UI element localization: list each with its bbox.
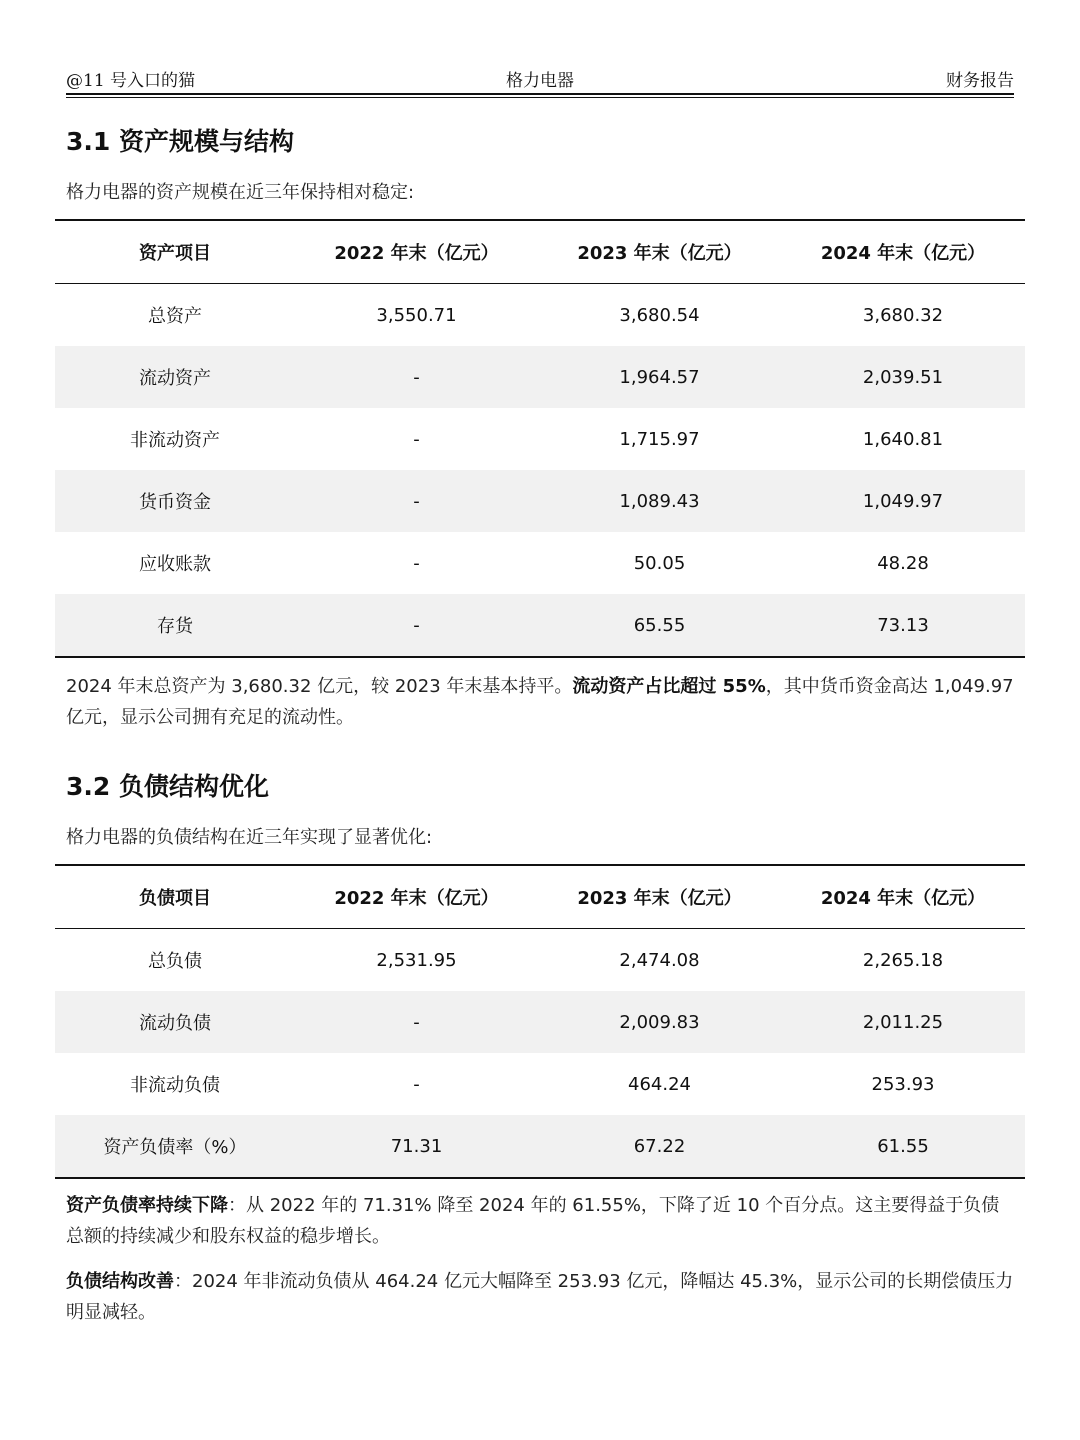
table-row bbox=[55, 1115, 1025, 1178]
table-cell: 流动负债 bbox=[55, 991, 295, 1053]
liabilities-note-structure bbox=[66, 1266, 1016, 1328]
table-row bbox=[55, 346, 1025, 408]
summary-text: ，其中货币资金高达 1,049.97 亿元，显示公司拥有充足的流动性。 bbox=[66, 676, 1014, 728]
table-row bbox=[55, 532, 1025, 594]
table-row bbox=[55, 991, 1025, 1053]
table-row bbox=[55, 284, 1025, 347]
table-cell: 非流动负债 bbox=[130, 1075, 220, 1096]
table-cell: 总资产 bbox=[148, 306, 202, 327]
header-author: @11 号入口的猫 bbox=[66, 71, 196, 91]
table-cell: - bbox=[295, 594, 538, 657]
summary-text: 2024 年末总资产为 3,680.32 亿元，较 2023 年末基本持平。 bbox=[66, 676, 573, 697]
table-cell: 73.13 bbox=[781, 594, 1025, 657]
header-rule bbox=[66, 93, 1014, 95]
section-title-assets: 3.1 资产规模与结构 bbox=[66, 127, 294, 156]
column-header: 2024 年末（亿元） bbox=[781, 220, 1025, 284]
table-cell: 67.22 bbox=[538, 1115, 781, 1178]
table-cell: 流动资产 bbox=[55, 346, 295, 408]
table-cell: 2,011.25 bbox=[781, 991, 1025, 1053]
section-intro-assets: 格力电器的资产规模在近三年保持相对稳定: bbox=[66, 182, 415, 203]
table-cell: - bbox=[413, 428, 420, 450]
table-cell: 48.28 bbox=[877, 552, 929, 574]
table-cell: 总负债 bbox=[148, 951, 202, 972]
note-highlight: 资产负债率持续下降 bbox=[66, 1195, 228, 1216]
note-text: ：2024 年非流动负债从 464.24 亿元大幅降至 253.93 亿元，降幅达 45.3%，显示公司的长期偿债压力明显减轻。 bbox=[66, 1271, 1014, 1323]
table-cell: 货币资金 bbox=[55, 470, 295, 532]
column-header: 2023 年末（亿元） bbox=[538, 220, 781, 284]
table-cell: 2,474.08 bbox=[619, 949, 700, 971]
note-text: ：从 2022 年的 71.31% 降至 2024 年的 61.55%，下降了近 10 个百分点。这主要得益于负债总额的持续减少和股东权益的稳步增长。 bbox=[66, 1195, 1000, 1247]
column-header: 2022 年末（亿元） bbox=[295, 220, 538, 284]
header-company: 格力电器 bbox=[506, 71, 574, 91]
table-cell: - bbox=[295, 470, 538, 532]
table-header-row bbox=[55, 865, 1025, 929]
table-cell: 2,265.18 bbox=[862, 949, 944, 971]
assets-table bbox=[55, 219, 1025, 658]
column-header: 2022 年末（亿元） bbox=[295, 865, 538, 929]
liabilities-note-ratio bbox=[66, 1190, 1016, 1252]
assets-summary bbox=[66, 671, 1016, 733]
column-header: 2024 年末（亿元） bbox=[781, 865, 1025, 929]
table-cell: 61.55 bbox=[781, 1115, 1025, 1178]
table-cell: - bbox=[413, 552, 420, 574]
table-row bbox=[55, 470, 1025, 532]
column-header: 资产项目 bbox=[55, 220, 295, 284]
table-cell: 253.93 bbox=[871, 1073, 935, 1095]
table-cell: 3,680.54 bbox=[619, 304, 700, 326]
table-cell: 3,680.32 bbox=[862, 304, 944, 326]
section-title-liabilities: 3.2 负债结构优化 bbox=[66, 772, 269, 801]
table-row bbox=[55, 929, 1025, 992]
table-cell: 资产负债率（%） bbox=[55, 1115, 295, 1178]
table-cell: 非流动资产 bbox=[130, 430, 220, 451]
table-cell: 1,089.43 bbox=[538, 470, 781, 532]
table-cell: 50.05 bbox=[633, 552, 686, 574]
section-intro-liabilities: 格力电器的负债结构在近三年实现了显著优化: bbox=[66, 827, 433, 848]
table-cell: 2,531.95 bbox=[376, 949, 457, 971]
table-header-row bbox=[55, 220, 1025, 284]
summary-highlight: 流动资产占比超过 55% bbox=[572, 676, 766, 697]
table-cell: 3,550.71 bbox=[376, 304, 457, 326]
table-cell: 存货 bbox=[55, 594, 295, 657]
header-doc-type: 财务报告 bbox=[946, 71, 1014, 91]
table-cell: 应收账款 bbox=[139, 554, 211, 575]
column-header: 负债项目 bbox=[55, 865, 295, 929]
table-cell: 1,715.97 bbox=[619, 428, 700, 450]
table-cell: 2,009.83 bbox=[538, 991, 781, 1053]
header-rule-thin bbox=[66, 97, 1014, 98]
table-cell: - bbox=[295, 346, 538, 408]
table-cell: 464.24 bbox=[628, 1073, 691, 1095]
page-header bbox=[66, 66, 1014, 94]
table-cell: 1,049.97 bbox=[781, 470, 1025, 532]
table-row bbox=[55, 594, 1025, 657]
table-row bbox=[55, 1053, 1025, 1115]
table-cell: 65.55 bbox=[538, 594, 781, 657]
table-row bbox=[55, 408, 1025, 470]
table-cell: 1,964.57 bbox=[538, 346, 781, 408]
liabilities-table bbox=[55, 864, 1025, 1179]
column-header: 2023 年末（亿元） bbox=[538, 865, 781, 929]
table-cell: 1,640.81 bbox=[862, 428, 944, 450]
table-cell: - bbox=[295, 991, 538, 1053]
table-cell: 71.31 bbox=[295, 1115, 538, 1178]
table-cell: - bbox=[413, 1073, 420, 1095]
table-cell: 2,039.51 bbox=[781, 346, 1025, 408]
note-highlight: 负债结构改善 bbox=[66, 1271, 174, 1292]
